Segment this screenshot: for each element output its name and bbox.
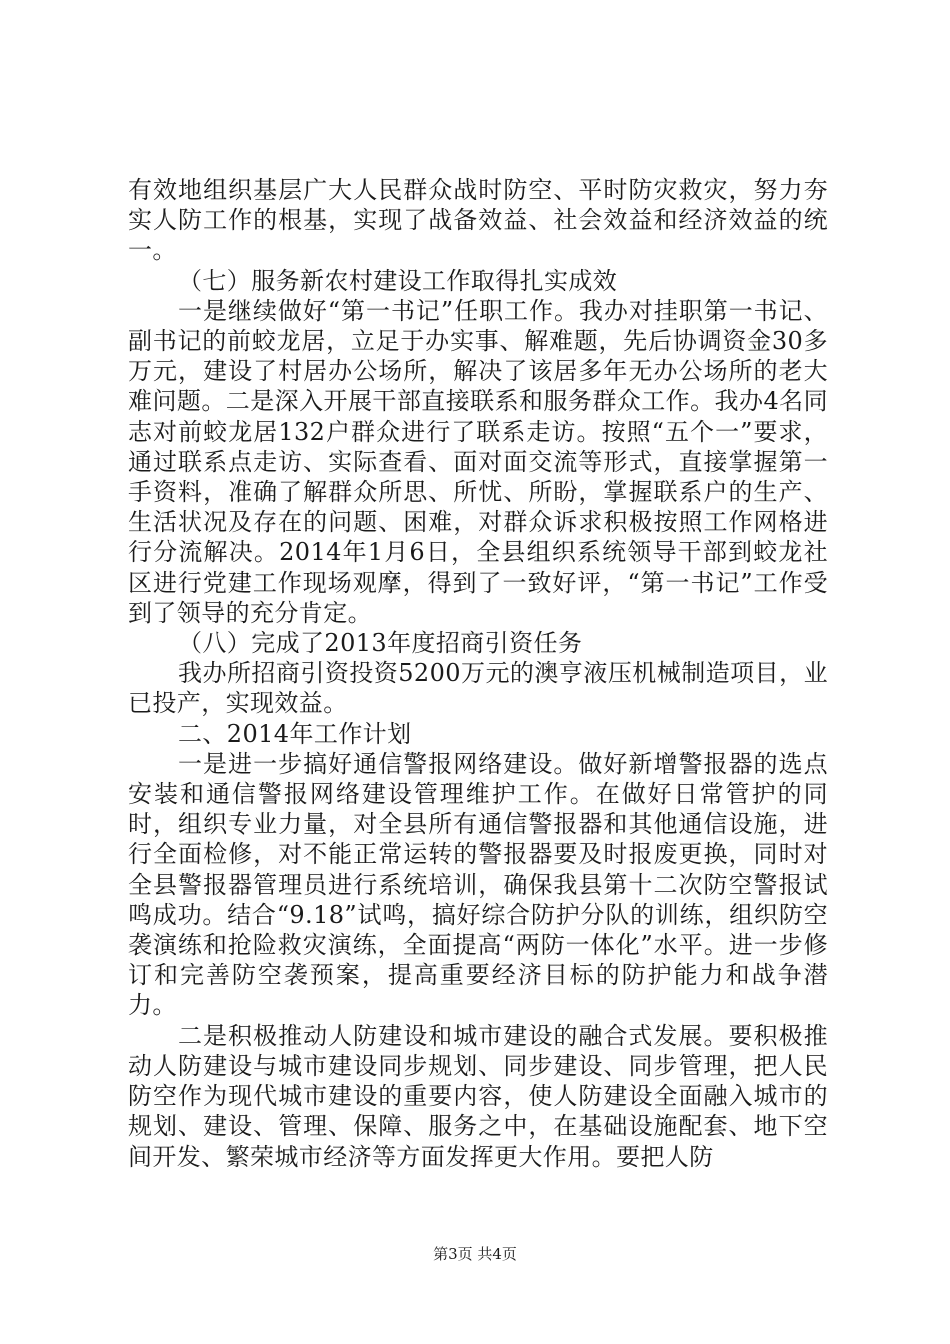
paragraph-investment: 我办所招商引资投资5200万元的澳亨液压机械制造项目，业已投产，实现效益。: [128, 659, 828, 718]
page-footer: 第3页 共4页: [433, 1245, 517, 1263]
paragraph-urban-integration: 二是积极推动人防建设和城市建设的融合式发展。要积极推动人防建设与城市建设同步规划、同步建设、同步管理，把人民防空作为现代城市建设的重要内容，使人防建设全面融入城市的规划、建设、管理、保障、服务之中，在基础设施配套、地下空间开发、繁荣城市经济等方面发挥更大作用。要把人防: [128, 1021, 828, 1171]
section-heading-7: （七）服务新农村建设工作取得扎实成效: [178, 266, 618, 295]
paragraph-first-secretary: 一是继续做好“第一书记”任职工作。我办对挂职第一书记、副书记的前蛟龙居，立足于办实事、解难题，先后协调资金30多万元，建设了村居办公场所，解决了该居多年无办公场所的老大难问题。二是深入开展干部直接联系和服务群众工作。我办4名同志对前蛟龙居132户群众进行了联系走访。按照“五个一”要求，通过联系点走访、实际查看、面对面交流等形式，直接掌握第一手资料，准确了解群众所思、所忧、所盼，掌握联系户的生产、生活状况及存在的问题、困难，对群众诉求积极按照工作网格进行分流解决。2014年1月6日，全县组织系统领导干部到蛟龙社区进行党建工作现场观摩，得到了一致好评，“第一书记”工作受到了领导的充分肯定。: [128, 296, 828, 627]
section-heading-plan: 二、2014年工作计划: [178, 719, 412, 748]
document-body: [128, 175, 828, 1172]
paragraph-1: 有效地组织基层广大人民群众战时防空、平时防灾救灾，努力夯实人防工作的根基，实现了战备效益、社会效益和经济效益的统一。: [128, 176, 828, 265]
section-heading-8: （八）完成了2013年度招商引资任务: [178, 629, 583, 658]
paragraph-alarm-network: 一是进一步搞好通信警报网络建设。做好新增警报器的选点安装和通信警报网络建设管理维护工作。在做好日常管护的同时，组织专业力量，对全县所有通信警报器和其他通信设施，进行全面检修，对不能正常运转的警报器要及时报废更换，同时对全县警报器管理员进行系统培训，确保我县第十二次防空警报试鸣成功。结合“9.18”试鸣，搞好综合防护分队的训练，组织防空袭演练和抢险救灾演练，全面提高“两防一体化”水平。进一步修订和完善防空袭预案，提高重要经济目标的防护能力和战争潜力。: [128, 749, 828, 1020]
